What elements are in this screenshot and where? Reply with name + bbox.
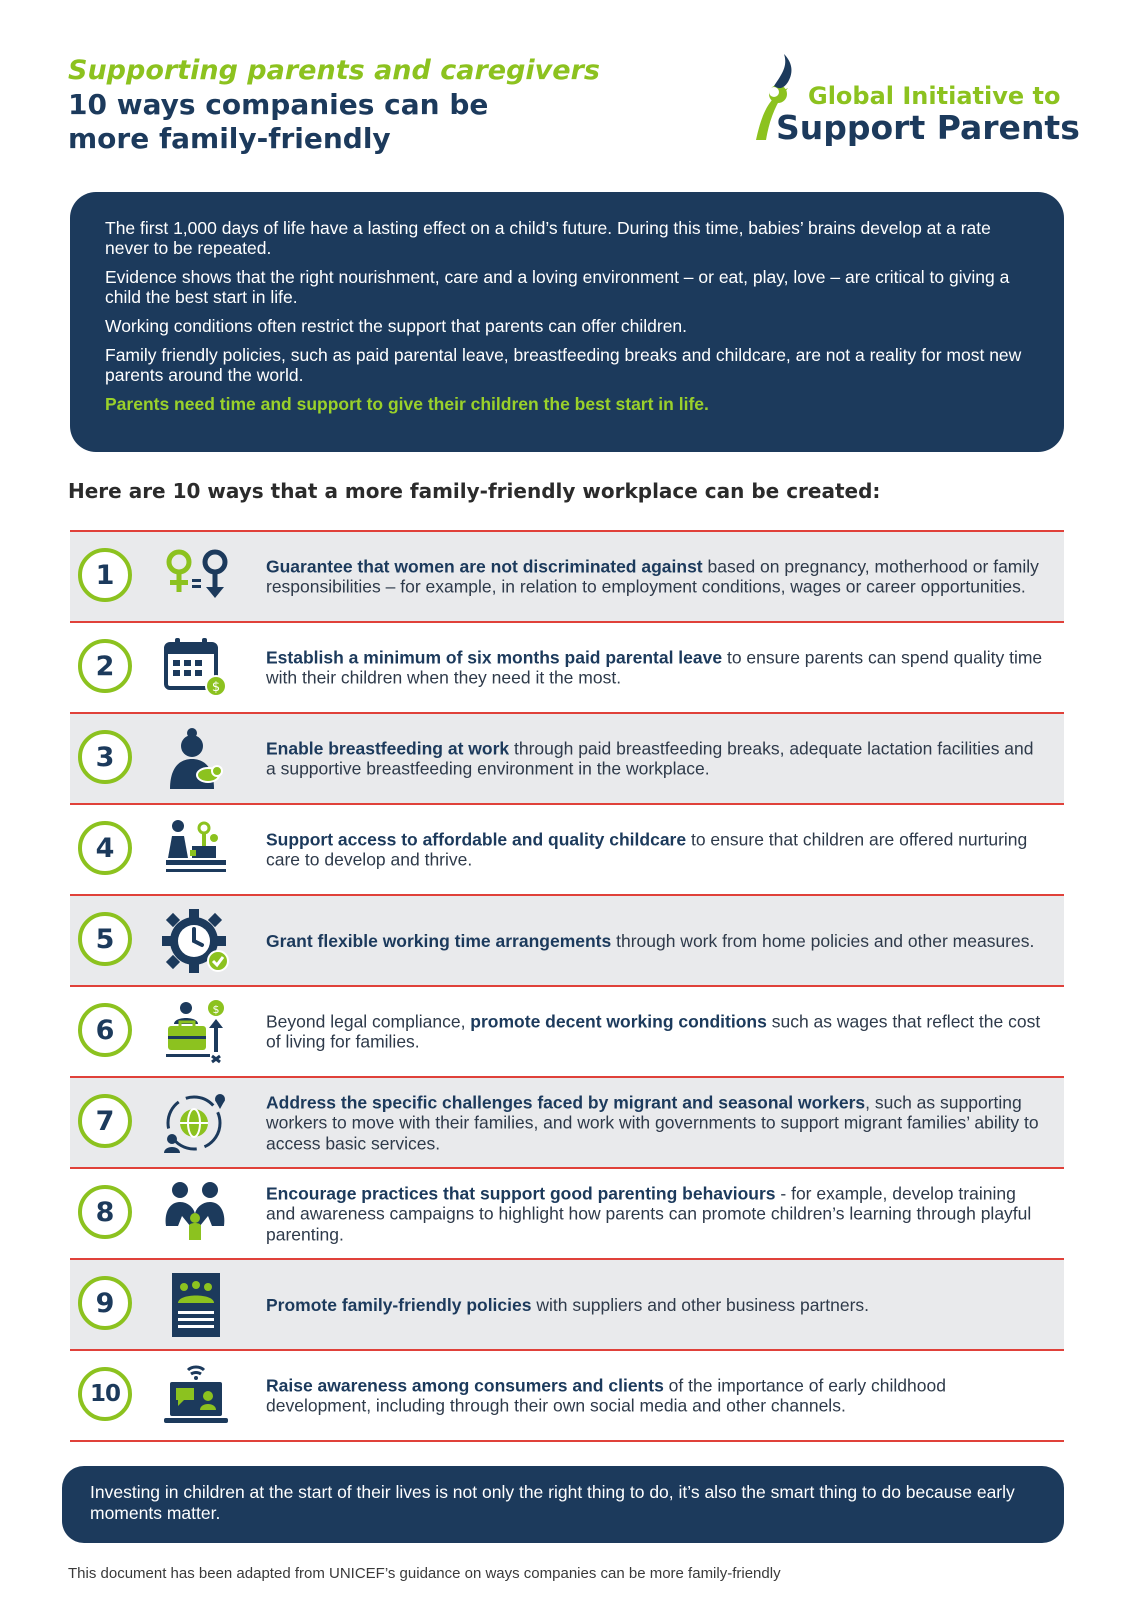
way-text-bold: Encourage practices that support good parenting behaviours: [266, 1182, 776, 1203]
footer-note: This document has been adapted from UNICEF’s guidance on ways companies can be more family-friendly: [68, 1565, 781, 1582]
way-text-rest: with suppliers and other business partners.: [531, 1294, 870, 1315]
breastfeeding-mother-icon: [162, 727, 230, 791]
globe-migration-icon: [162, 1091, 230, 1155]
way-number: 6: [78, 1003, 132, 1057]
calendar-money-icon: [162, 636, 230, 700]
way-item: [70, 1349, 1064, 1442]
way-number: 5: [78, 912, 132, 966]
way-number: 4: [78, 821, 132, 875]
closing-panel: Investing in children at the start of their lives is not only the right thing to do, it’s also the smart thing to do because early moments matter.: [62, 1466, 1064, 1543]
svg-text:$: $: [212, 1003, 220, 1016]
page-subtitle: Supporting parents and caregivers: [68, 55, 600, 86]
way-text: [266, 647, 1044, 688]
way-text: [266, 1011, 1044, 1052]
intro-highlight: Parents need time and support to give their children the best start in life.: [105, 394, 709, 414]
page-title-line-1: 10 ways companies can be: [68, 88, 489, 121]
way-text: [266, 829, 1044, 870]
way-text-pre: Beyond legal compliance,: [266, 1011, 471, 1031]
gender-equality-icon: [162, 545, 230, 609]
intro-paragraph: Evidence shows that the right nourishment, care and a loving environment – or eat, play, love – are critical to giving a child the best start in life.: [105, 267, 1010, 307]
way-number: 1: [78, 548, 132, 602]
gisp-logo: [748, 52, 1080, 152]
way-text-bold: Address the specific challenges faced by migrant and seasonal workers: [266, 1091, 866, 1112]
way-text-bold: Establish a minimum of six months paid parental leave: [266, 647, 723, 667]
policy-document-icon: [162, 1273, 230, 1337]
way-number: 9: [78, 1276, 132, 1330]
way-item: [70, 894, 1064, 985]
way-text: [266, 1375, 1044, 1416]
way-text: [266, 738, 1044, 779]
intro-panel: [70, 192, 1064, 452]
way-text-rest: to ensure parents can spend quality time with their children when they need it the most.: [266, 647, 1043, 688]
intro-paragraph: The first 1,000 days of life have a lasting effect on a child’s future. During this time, babies’ brains develop at a rate never to be repeated.: [105, 218, 991, 258]
way-text-bold: Grant flexible working time arrangements: [266, 930, 612, 951]
family-heart-icon: [162, 1182, 230, 1246]
way-text: [266, 556, 1044, 597]
way-item: [70, 530, 1064, 621]
logo-line-1: Global Initiative to: [808, 82, 1061, 110]
way-text: [266, 930, 1044, 951]
way-number: 2: [78, 639, 132, 693]
way-text-rest: based on pregnancy, motherhood or family responsibilities – for example, in relation to employment conditions, wages or career opportunities.: [266, 556, 1039, 597]
logo-line-2: Support Parents: [776, 108, 1080, 147]
way-text-rest: such as wages that reflect the cost of living for families.: [266, 1011, 1041, 1052]
way-text: [266, 1294, 1044, 1315]
way-text-rest: , such as supporting workers to move with their families, and work with governments to support migrant families’ ability to access basic services.: [266, 1091, 1039, 1153]
way-text-rest: through paid breastfeeding breaks, adequate lactation facilities and a supportive breastfeeding environment in the workplace.: [266, 738, 1034, 779]
way-text-rest: through work from home policies and other measures.: [611, 930, 1035, 951]
way-text-rest: to ensure that children are offered nurturing care to develop and thrive.: [266, 829, 1028, 870]
laptop-broadcast-icon: [162, 1364, 230, 1428]
way-text: [266, 1092, 1044, 1154]
list-heading: Here are 10 ways that a more family-friendly workplace can be created:: [68, 479, 881, 503]
way-item: [70, 1167, 1064, 1258]
way-item: [70, 621, 1064, 712]
clock-gear-icon: [162, 909, 230, 973]
way-item: [70, 803, 1064, 894]
way-item: [70, 1076, 1064, 1167]
title-block: [68, 54, 688, 156]
worker-wage-icon: [162, 1000, 230, 1064]
childcare-icon: [162, 818, 230, 882]
way-number: 10: [78, 1367, 132, 1421]
way-number: 3: [78, 730, 132, 784]
way-number: 7: [78, 1094, 132, 1148]
way-number: 8: [78, 1185, 132, 1239]
way-text-bold: promote decent working conditions: [470, 1011, 767, 1031]
page-title-line-2: more family-friendly: [68, 122, 391, 155]
way-item: [70, 1258, 1064, 1349]
intro-paragraph: Family friendly policies, such as paid parental leave, breastfeeding breaks and childcare, are not a reality for most new parents around the world.: [105, 345, 1022, 385]
way-item: [70, 712, 1064, 803]
ways-list: [70, 530, 1064, 1442]
way-text-bold: Enable breastfeeding at work: [266, 738, 510, 758]
way-text-bold: Support access to affordable and quality childcare: [266, 829, 687, 849]
intro-paragraph: Working conditions often restrict the support that parents can offer children.: [105, 316, 688, 336]
way-text-rest: of the importance of early childhood development, including through their own social media and other channels.: [266, 1375, 946, 1416]
way-text-bold: Guarantee that women are not discriminated against: [266, 556, 703, 576]
svg-text:$: $: [211, 680, 221, 695]
way-text: [266, 1183, 1044, 1245]
way-text-rest: - for example, develop training and awareness campaigns to highlight how parents can promote children’s learning through playful parenting.: [266, 1182, 1032, 1244]
way-item: [70, 985, 1064, 1076]
way-text-bold: Promote family-friendly policies: [266, 1294, 532, 1315]
way-text-bold: Raise awareness among consumers and clients: [266, 1375, 664, 1395]
